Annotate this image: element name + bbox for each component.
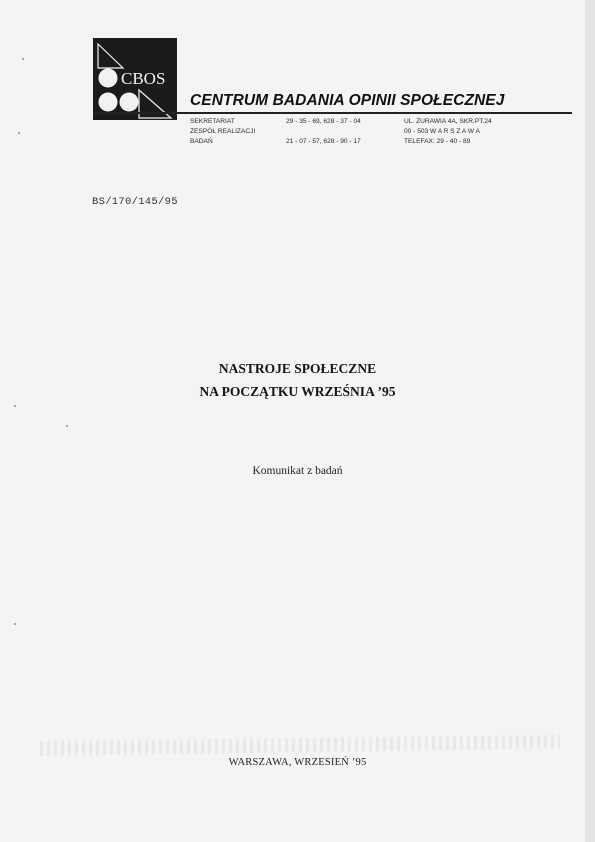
- scan-speck: [14, 405, 16, 407]
- contact-line: TELEFAX: 29 - 40 - 89: [404, 138, 471, 145]
- contact-line: 29 - 35 - 69, 628 - 37 - 04: [286, 118, 361, 125]
- place-and-date: WARSZAWA, WRZESIEŃ ’95: [228, 757, 367, 768]
- contact-line: 00 - 503 W A R S Z A W A: [404, 128, 480, 135]
- scan-speck: [22, 58, 24, 60]
- logo-circle-1: [99, 69, 118, 88]
- contact-line: [286, 127, 361, 137]
- contact-line: ZESPÓŁ REALIZACJI: [190, 128, 256, 135]
- contact-phones: [286, 117, 361, 147]
- contact-line: UL. ŻURAWIA 4A, SKR.PT.24: [404, 118, 492, 125]
- logo-triangle-top: [98, 44, 123, 68]
- contact-line: 21 - 07 - 57, 628 - 90 - 17: [286, 138, 361, 145]
- logo-graphic: [93, 38, 177, 120]
- contact-line: BADAŃ: [190, 138, 213, 145]
- scan-speck: [14, 623, 16, 625]
- document-title-line-1: NASTROJE SPOŁECZNE: [218, 361, 377, 376]
- logo-circle-2: [99, 93, 118, 112]
- page-edge: [585, 0, 595, 842]
- scan-speck: [66, 425, 68, 427]
- scan-speck: [18, 132, 20, 134]
- organization-name: CENTRUM BADANIA OPINII SPOŁECZNEJ: [190, 92, 505, 109]
- logo-circle-3: [120, 93, 139, 112]
- contact-line: SEKRETARIAT: [190, 118, 235, 125]
- contact-departments: [190, 117, 255, 147]
- document-reference: BS/170/145/95: [92, 196, 178, 208]
- contact-address: [404, 117, 492, 147]
- document-subtitle: Komunikat z badań: [252, 465, 343, 477]
- cbos-logo: [93, 38, 177, 120]
- logo-triangle-bottom: [139, 90, 171, 118]
- header-rule: [93, 112, 572, 114]
- logo-text: CBOS: [121, 69, 166, 88]
- document-title-line-2: NA POCZĄTKU WRZEŚNIA ’95: [199, 384, 396, 399]
